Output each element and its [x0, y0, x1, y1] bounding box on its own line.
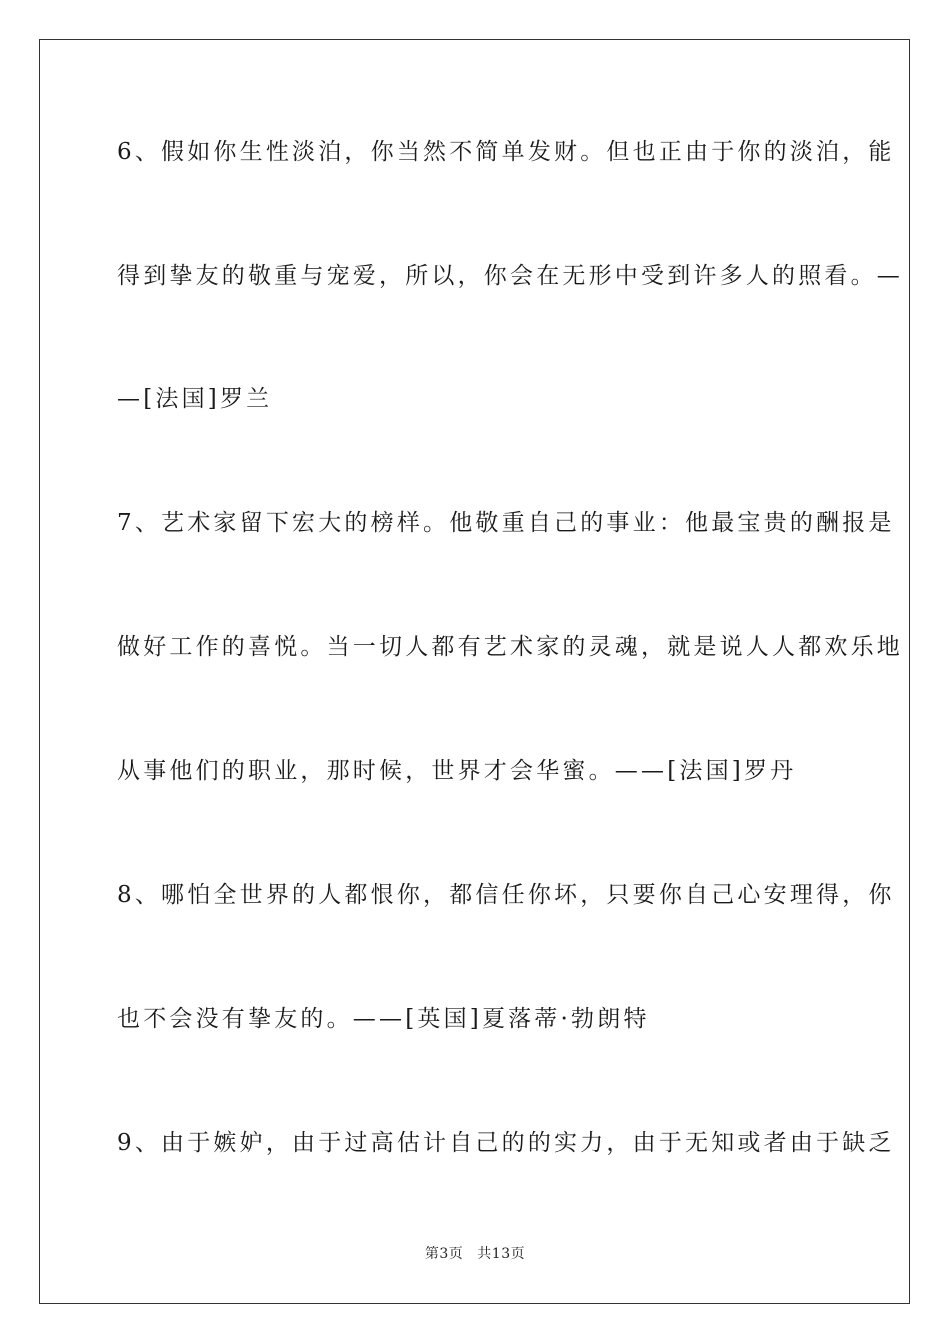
text-line: 也不会没有挚友的。——[英国]夏落蒂·勃朗特	[117, 1006, 650, 1032]
text-line: 得到挚友的敬重与宠爱，所以，你会在无形中受到许多人的照看。—	[117, 263, 903, 289]
text-line: —[法国]罗兰	[117, 386, 273, 412]
text-line: 从事他们的职业，那时候，世界才会华蜜。——[法国]罗丹	[117, 758, 797, 784]
page-number: 第3页	[424, 1246, 464, 1262]
text-line: 9、由于嫉妒，由于过高估计自己的的实力，由于无知或者由于缺乏	[117, 1130, 895, 1156]
text-line: 6、假如你生性淡泊，你当然不简单发财。但也正由于你的淡泊，能	[117, 139, 895, 165]
text-line: 7、艺术家留下宏大的榜样。他敬重自己的事业：他最宝贵的酬报是	[117, 510, 895, 536]
page-footer	[0, 1244, 950, 1264]
page-border	[39, 39, 910, 1304]
text-line: 做好工作的喜悦。当一切人都有艺术家的灵魂，就是说人人都欢乐地	[117, 634, 903, 660]
total-pages: 共13页	[477, 1246, 526, 1262]
text-line: 8、哪怕全世界的人都恨你，都信任你坏，只要你自己心安理得，你	[117, 882, 895, 908]
